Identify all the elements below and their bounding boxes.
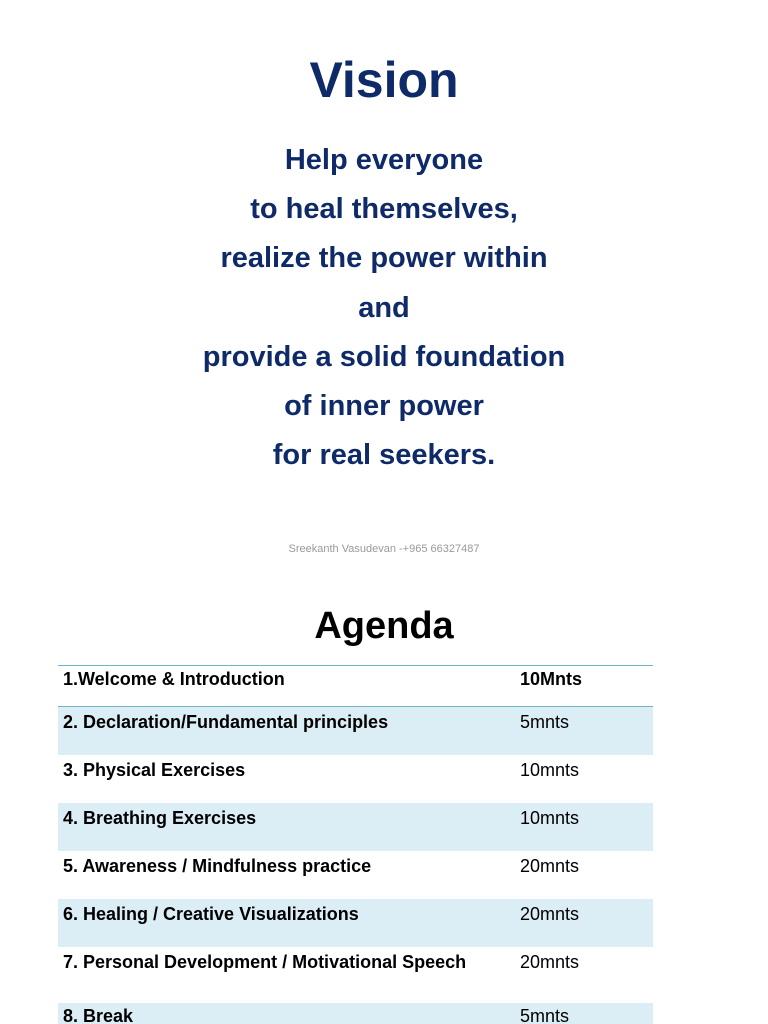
- slide-footer-contact: Sreekanth Vasudevan -+965 66327487: [288, 543, 480, 555]
- table-row: [58, 755, 653, 803]
- vision-line: Help everyone: [284, 144, 484, 176]
- agenda-item: 2. Declaration/Fundamental principles: [63, 712, 389, 732]
- table-row: [58, 707, 653, 755]
- agenda-duration: 20mnts: [520, 904, 580, 924]
- agenda-title: Agenda: [314, 605, 454, 647]
- vision-title: Vision: [309, 52, 459, 108]
- agenda-duration: 5mnts: [520, 712, 570, 732]
- vision-line: for real seekers.: [272, 439, 496, 472]
- agenda-duration: 10mnts: [520, 760, 580, 780]
- vision-line: of inner power: [284, 389, 484, 422]
- table-row: [58, 947, 653, 1003]
- table-row: [58, 665, 653, 707]
- agenda-item: 5. Awareness / Mindfulness practice: [63, 856, 372, 876]
- agenda-duration: 5mnts: [520, 1006, 570, 1024]
- agenda-item: 7. Personal Development / Motivational Speech: [63, 952, 467, 972]
- table-row: [58, 899, 653, 947]
- agenda-duration: 10Mnts: [520, 669, 583, 689]
- agenda-item: 6. Healing / Creative Visualizations: [63, 904, 359, 924]
- agenda-duration: 20mnts: [520, 856, 580, 876]
- table-row: [58, 851, 653, 899]
- vision-line: realize the power within: [220, 242, 548, 275]
- vision-statement: [0, 136, 768, 480]
- agenda-slide: [0, 575, 768, 1024]
- vision-line: and: [358, 291, 410, 324]
- table-row: [58, 803, 653, 851]
- vision-line: to heal themselves,: [250, 193, 518, 226]
- agenda-duration: 20mnts: [520, 952, 580, 972]
- agenda-item: 3. Physical Exercises: [63, 760, 246, 780]
- agenda-item: 8. Break: [63, 1006, 134, 1024]
- agenda-table: [58, 665, 653, 1024]
- agenda-duration: 10mnts: [520, 808, 580, 828]
- vision-line: provide a solid foundation: [202, 340, 566, 373]
- table-row: [58, 1003, 653, 1024]
- agenda-item: 4. Breathing Exercises: [63, 808, 257, 828]
- agenda-item: 1.Welcome & Introduction: [63, 669, 285, 689]
